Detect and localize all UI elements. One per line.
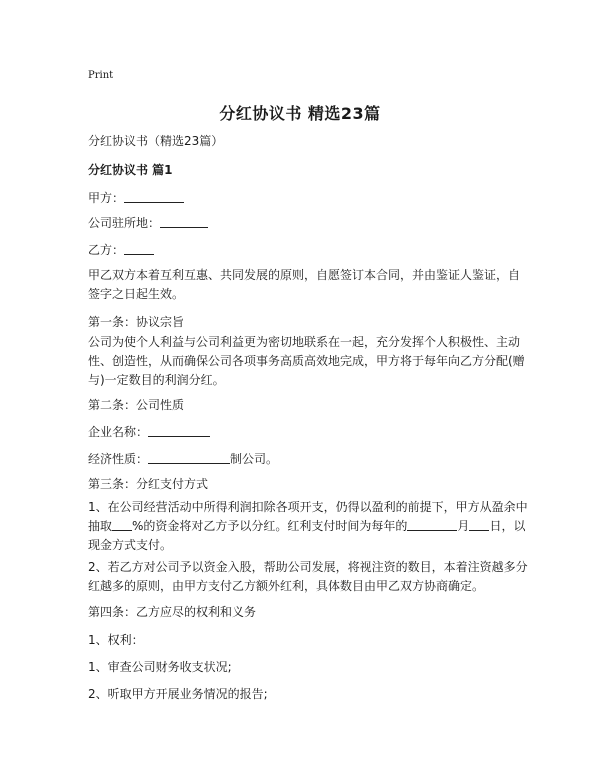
document-subtitle: 分红协议书（精选23篇） (88, 134, 224, 148)
party-b-blank (124, 242, 154, 255)
company-address-label: 公司驻所地： (88, 216, 161, 230)
clause1-month: 月 (457, 519, 470, 533)
intro-paragraph: 甲乙双方本着互利互惠、共同发展的原则，自愿签订本合同，并由鉴证人鉴证，自签字之日起生效。 (88, 268, 521, 301)
company-name-blank (148, 424, 210, 437)
right-1: 1、审查公司财务收支状况; (88, 660, 232, 674)
article3-title: 第三条：分红支付方式 (88, 477, 209, 491)
article1-body: 公司为使个人利益与公司利益更为密切地联系在一起，充分发挥个人积极性、主动性、创造性，从而确保公司各项事务高质高效地完成，甲方将于每年向乙方分配(赠与)一定数目的利润分红。 (88, 335, 525, 387)
article4-title: 第四条：乙方应尽的权利和义务 (88, 605, 257, 619)
nature-line (88, 451, 278, 467)
right-2: 2、听取甲方开展业务情况的报告; (88, 687, 268, 701)
article1-title: 第一条：协议宗旨 (88, 315, 185, 329)
company-address-blank (160, 215, 208, 228)
party-b-label: 乙方： (88, 243, 125, 257)
party-a-label: 甲方： (88, 191, 125, 205)
percent-blank (112, 518, 132, 531)
clause1-part2: %的资金将对乙方予以分红。红利支付时间为每年的 (132, 519, 408, 533)
clause2-paragraph: 2、若乙方对公司予以资金入股，帮助公司发展，将视注资的数目，本着注资越多分红越多的原则，由甲方支付乙方额外红利，具体数目由甲乙双方协商确定。 (88, 560, 528, 593)
company-name-line (88, 424, 210, 440)
nature-label: 经济性质： (88, 452, 149, 466)
clause1-part3: ，以现金方式支付。 (88, 519, 526, 552)
clause1-part1: 1、在公司经营活动中所得利润扣除各项开支，仍得以盈利的前提下，甲方从盈余中抽取 (88, 500, 528, 533)
section-heading: 分红协议书 篇1 (88, 163, 173, 177)
day-blank (469, 518, 489, 531)
party-a-blank (124, 190, 184, 203)
clause1-paragraph (88, 498, 528, 555)
company-name-label: 企业名称： (88, 425, 149, 439)
nature-blank (148, 451, 230, 464)
document-title: 分红协议书 精选23篇 (219, 104, 381, 123)
company-address-line (88, 215, 208, 231)
print-label: Print (88, 70, 114, 81)
month-blank (407, 518, 457, 531)
party-b-line (88, 242, 154, 258)
clause1-day: 日 (489, 519, 502, 533)
article2-title: 第二条：公司性质 (88, 398, 185, 412)
nature-suffix: 制公司。 (230, 452, 279, 466)
rights-label: 1、权利： (88, 633, 144, 647)
party-a-line (88, 190, 184, 206)
